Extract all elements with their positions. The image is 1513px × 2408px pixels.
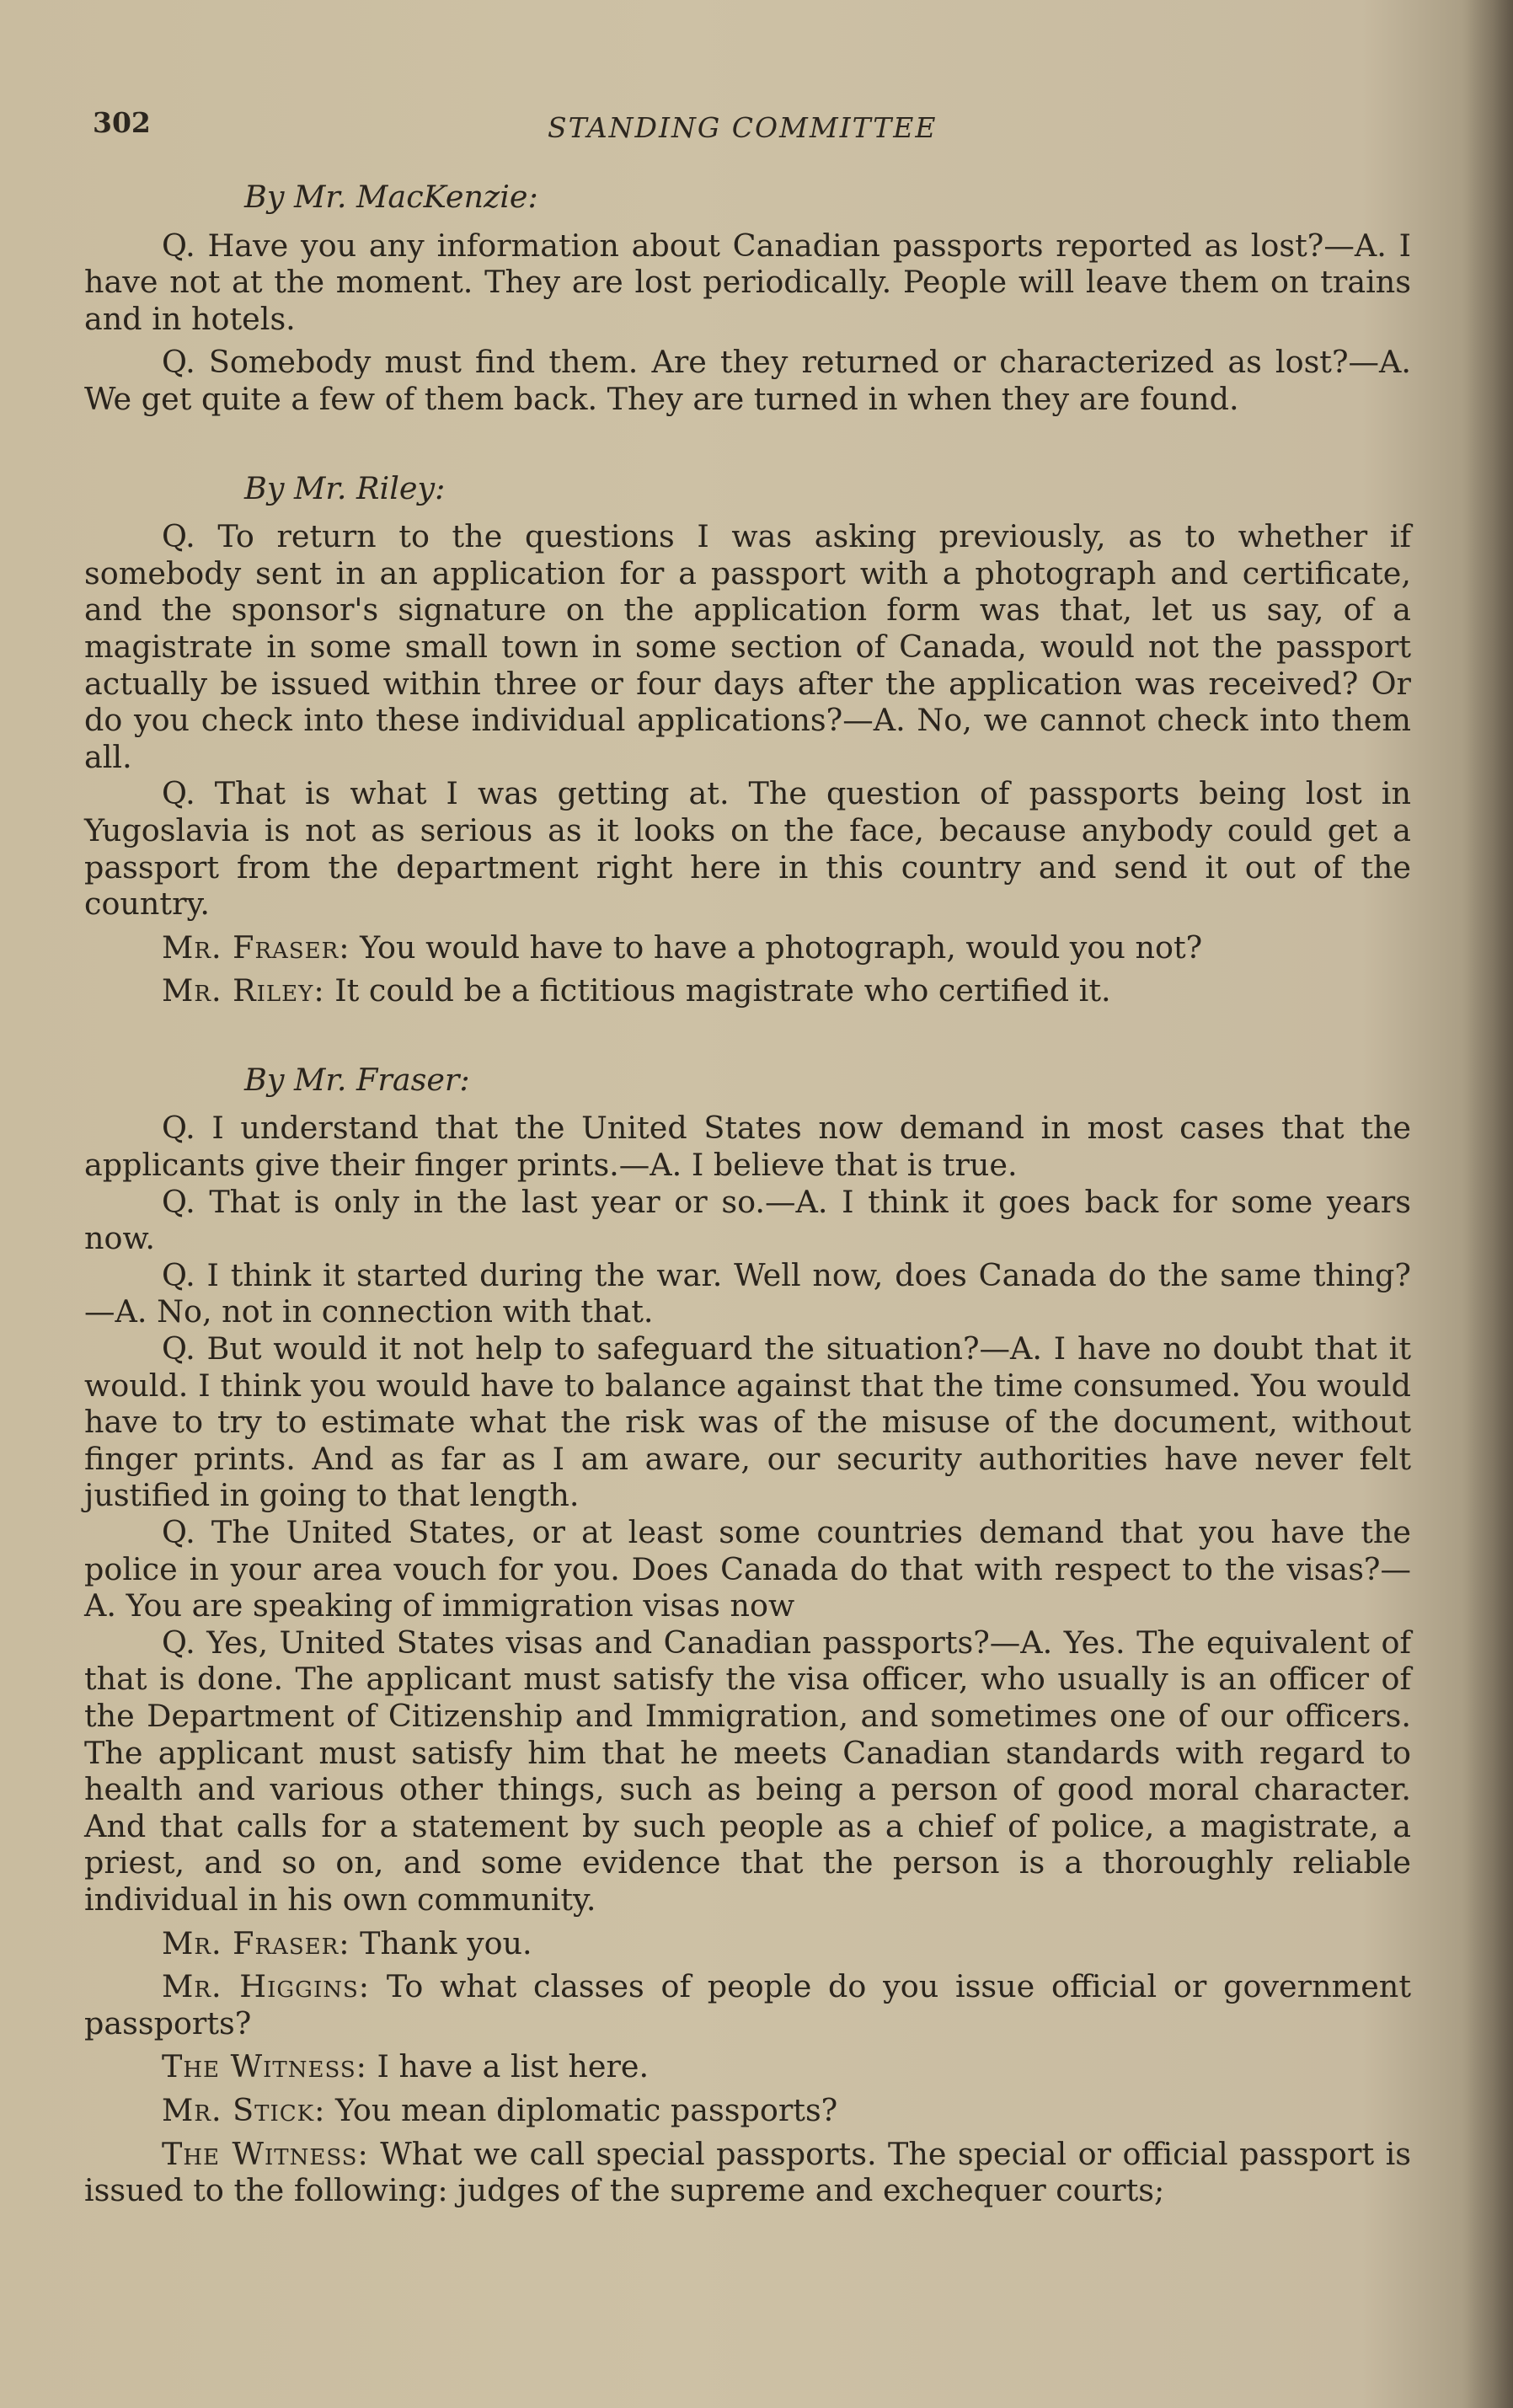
section-heading: By Mr. MacKenzie:: [244, 179, 538, 215]
document-body: [84, 179, 1411, 2209]
speaker-name: Mr. Fraser:: [162, 1924, 350, 1961]
paragraph: Q. Yes, United States visas and Canadian passports?—A. Yes. The equivalent of that is done. The applicant must satisfy the visa officer, who usually is an officer of the Department of Citizenship and Immigration, and sometimes one of our officers. The applicant must satisfy him that he meets Canadian standards with regard to health and various other things, such as being a person of good moral character. And that calls for a statement by such people as a chief of police, a magistrate, a priest, and so on, and some evidence that the person is a thoroughly reliable individual in his own community.: [84, 1624, 1411, 1918]
speaker-name: The Witness:: [162, 2135, 369, 2172]
paragraph: Q. That is only in the last year or so.—A. I think it goes back for some years now.: [84, 1183, 1411, 1257]
paragraph: Q. I think it started during the war. Well now, does Canada do the same thing?—A. No, not in connection with that.: [84, 1256, 1411, 1330]
paragraph: Q. I understand that the United States now demand in most cases that the applicants give their finger prints.—A. I believe that is true.: [84, 1110, 1411, 1184]
paragraph: Q. Somebody must find them. Are they returned or characterized as lost?—A. We get quite a few of them back. They are turned in when they are found.: [84, 344, 1411, 417]
remark: [84, 2136, 1411, 2209]
remark: [84, 929, 1411, 966]
remark-text: To what classes of people do you issue official or government passports?: [84, 1968, 1411, 2041]
section-heading: By Mr. Fraser:: [244, 1061, 470, 1098]
page-header: [93, 106, 1424, 157]
paragraph: Q. But would it not help to safeguard the situation?—A. I have no doubt that it would. I think you would have to balance against that the time consumed. You would have to try to estimate what the risk was of the misuse of the document, without finger prints. And as far as I am aware, our security authorities have never felt justified in going to that length.: [84, 1330, 1411, 1514]
speaker-name: The Witness:: [162, 2048, 367, 2085]
remark-text: What we call special passports. The special or official passport is issued to the following: judges of the supreme and exchequer courts;: [84, 2135, 1411, 2209]
running-head: STANDING COMMITTEE: [548, 111, 938, 144]
paragraph: Q. To return to the questions I was asking previously, as to whether if somebody sent in an application for a passport with a photograph and certificate, and the sponsor's signature on the application form was that, let us say, of a magistrate in some small town in some section of Canada, would not the passport actually be issued within three or four days after the application was received? Or do you check into these individual applications?—A. No, we cannot check into them all.: [84, 518, 1411, 775]
speaker-name: Mr. Stick:: [162, 2091, 326, 2128]
remark: [84, 2048, 1411, 2085]
remark: [84, 1968, 1411, 2041]
remark: [84, 972, 1411, 1009]
section-heading: By Mr. Riley:: [244, 469, 446, 506]
remark-text: Thank you.: [360, 1924, 532, 1961]
remark: [84, 2092, 1411, 2129]
remark-text: It could be a fictitious magistrate who certified it.: [334, 972, 1111, 1009]
remark-text: You mean diplomatic passports?: [335, 2091, 838, 2128]
speaker-name: Mr. Riley:: [162, 972, 325, 1009]
speaker-name: Mr. Fraser:: [162, 928, 350, 966]
remark: [84, 1925, 1411, 1962]
remark-text: I have a list here.: [377, 2048, 650, 2085]
paragraph: Q. That is what I was getting at. The question of passports being lost in Yugoslavia is not as serious as it looks on the face, because anybody could get a passport from the department right here in this country and send it out of the country.: [84, 775, 1411, 923]
page-number: 302: [93, 106, 151, 139]
paragraph: Q. The United States, or at least some countries demand that you have the police in your area vouch for you. Does Canada do that with respect to the visas?—A. You are speaking of immigration visas now: [84, 1514, 1411, 1624]
page-edge-shadow: [1462, 0, 1513, 2408]
speaker-name: Mr. Higgins:: [162, 1968, 371, 2005]
paragraph: Q. Have you any information about Canadian passports reported as lost?—A. I have not at the moment. They are lost periodically. People will leave them on trains and in hotels.: [84, 227, 1411, 337]
remark-text: You would have to have a photograph, would you not?: [360, 928, 1203, 966]
